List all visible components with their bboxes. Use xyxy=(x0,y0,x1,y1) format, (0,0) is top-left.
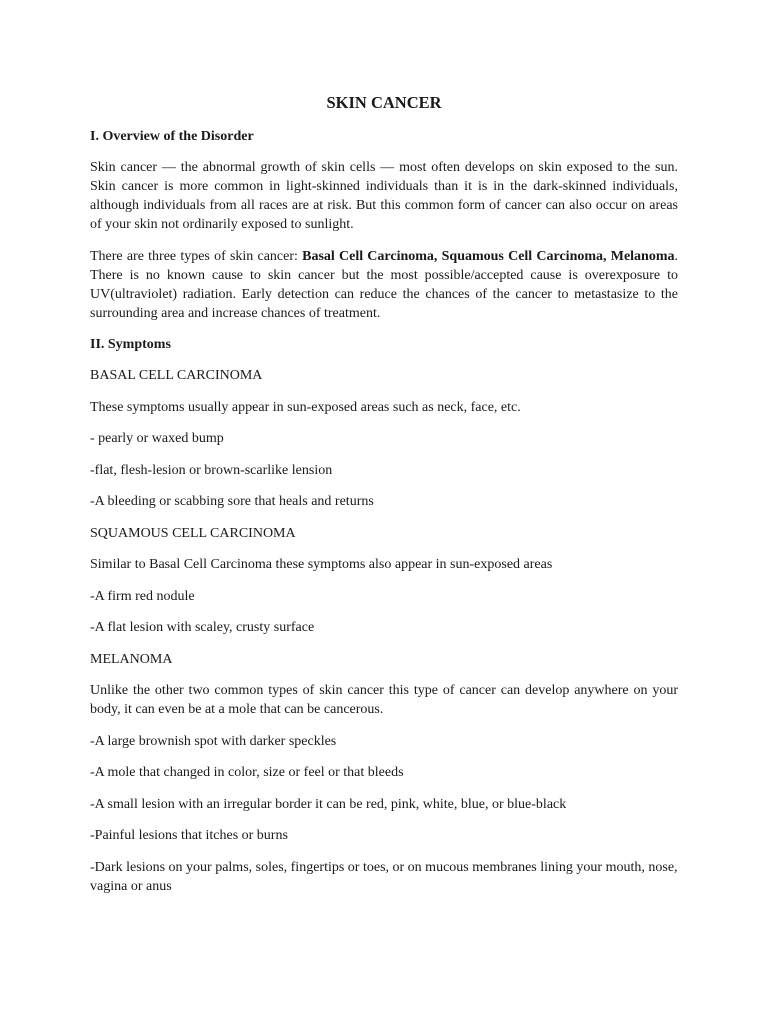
overview-paragraph-2 xyxy=(90,247,678,323)
squamous-symptom-item: -A flat lesion with scaley, crusty surface xyxy=(90,620,315,635)
section-heading-overview: I. Overview of the Disorder xyxy=(90,129,254,144)
overview-paragraph-2-prefix: There are three types of skin cancer: xyxy=(90,248,303,264)
basal-symptom-item: -A bleeding or scabbing sore that heals and returns xyxy=(90,494,374,509)
document-body xyxy=(90,93,678,908)
subsection-label-basal: BASAL CELL CARCINOMA xyxy=(90,368,263,383)
melanoma-symptom-item: -A mole that changed in color, size or feel or that bleeds xyxy=(90,765,404,780)
melanoma-symptom-item: -Painful lesions that itches or burns xyxy=(90,828,288,843)
overview-paragraph-2-suffix: . There is no known cause to skin cancer but the most possible/accepted cause is overexposure to UV(ultraviolet) radiation. Early detection can reduce the chances of the cancer to metastasize to the surrounding area and increase chances of treatment. xyxy=(90,248,678,321)
subsection-label-melanoma: MELANOMA xyxy=(90,651,173,667)
skin-cancer-types: Basal Cell Carcinoma, Squamous Cell Carcinoma, Melanoma xyxy=(302,248,675,264)
melanoma-intro: Unlike the other two common types of skin cancer this type of cancer can develop anywhere on your body, it can even be at a mole that can be cancerous. xyxy=(90,683,678,717)
squamous-symptom-item: -A firm red nodule xyxy=(90,588,195,604)
melanoma-symptom-item: -A large brownish spot with darker speckles xyxy=(90,733,337,749)
document-title: SKIN CANCER xyxy=(326,93,442,112)
squamous-intro: Similar to Basal Cell Carcinoma these symptoms also appear in sun-exposed areas xyxy=(90,557,553,572)
basal-symptom-item: - pearly or waxed bump xyxy=(90,431,224,446)
basal-symptom-item: -flat, flesh-lesion or brown-scarlike lension xyxy=(90,462,333,478)
overview-paragraph-1: Skin cancer — the abnormal growth of skin cells — most often develops on skin exposed to the sun. Skin cancer is more common in light-skinned individuals than it is in the dark-skinned individuals, although individuals from all races are at risk. But this common form of cancer can also occur on areas of your skin not ordinarily exposed to sunlight. xyxy=(90,160,678,232)
section-heading-symptoms: II. Symptoms xyxy=(90,337,171,352)
melanoma-symptom-item: -A small lesion with an irregular border it can be red, pink, white, blue, or blue-black xyxy=(90,796,567,812)
basal-intro: These symptoms usually appear in sun-exposed areas such as neck, face, etc. xyxy=(90,399,521,415)
subsection-label-squamous: SQUAMOUS CELL CARCINOMA xyxy=(90,525,296,541)
melanoma-symptom-item: -Dark lesions on your palms, soles, fingertips or toes, or on mucous membranes lining your mouth, nose, vagina or anus xyxy=(90,859,678,894)
